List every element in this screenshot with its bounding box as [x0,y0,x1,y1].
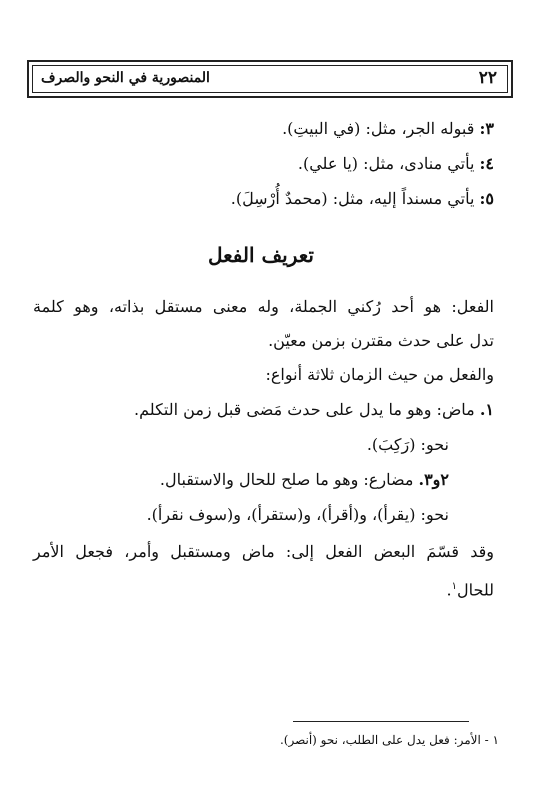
footnote-reference[interactable]: ١ [451,581,457,592]
list-number: ٢و٣. [418,470,449,489]
list-text: ماض: وهو ما يدل على حدث مَضى قبل زمن التكلم. [134,400,475,419]
definition-line-2: تدل على حدث مقترن بزمن معيّن. [268,331,494,350]
section-heading: تعريف الفعل [207,243,314,267]
list-item-3 [282,118,494,140]
types-intro: والفعل من حيث الزمان ثلاثة أنواع: [265,365,494,384]
list-number: ٣: [479,119,494,138]
footnote-divider [293,721,469,722]
list-item-4 [298,153,494,175]
footnote-text: ١ - الأمر: فعل يدل على الطلب، نحو (أنصر). [279,733,499,747]
list-number: ١. [479,400,494,419]
list-number: ٤: [479,154,494,173]
list-text: قبوله الجر، مثل: (في البيتِ). [282,119,475,138]
division-text: للحال [457,580,494,600]
running-header [27,60,513,98]
type-1-example: نحو: (رَكِبَ). [366,435,449,454]
list-text: يأتي مسنداً إليه، مثل: (محمدٌ أُرْسِلَ). [230,189,475,208]
division-line-1: وقد قسّمَ البعض الفعل إلى: ماض ومستقبل وأمر، فجعل الأمر [33,542,494,561]
type-2-present [160,469,449,491]
list-item-5 [231,188,494,210]
division-line-2: للحال$^١$. [446,580,494,600]
list-text: يأتي منادى، مثل: (يا علي). [297,154,475,173]
book-title: المنصورية في النحو والصرف [41,70,210,86]
definition-line-1: الفعل: هو أحد رُكني الجملة، وله معنى مستقل بذاته، وهو كلمة [33,297,494,316]
list-text: مضارع: وهو ما صلح للحال والاستقبال. [159,470,414,489]
type-1-past [134,399,494,421]
list-number: ٥: [479,189,494,208]
page-number: ٢٢ [478,68,497,88]
type-2-example: نحو: (يقرأ)، و(أقرأ)، و(ستقرأ)، و(سوف نقرأ). [146,505,449,524]
